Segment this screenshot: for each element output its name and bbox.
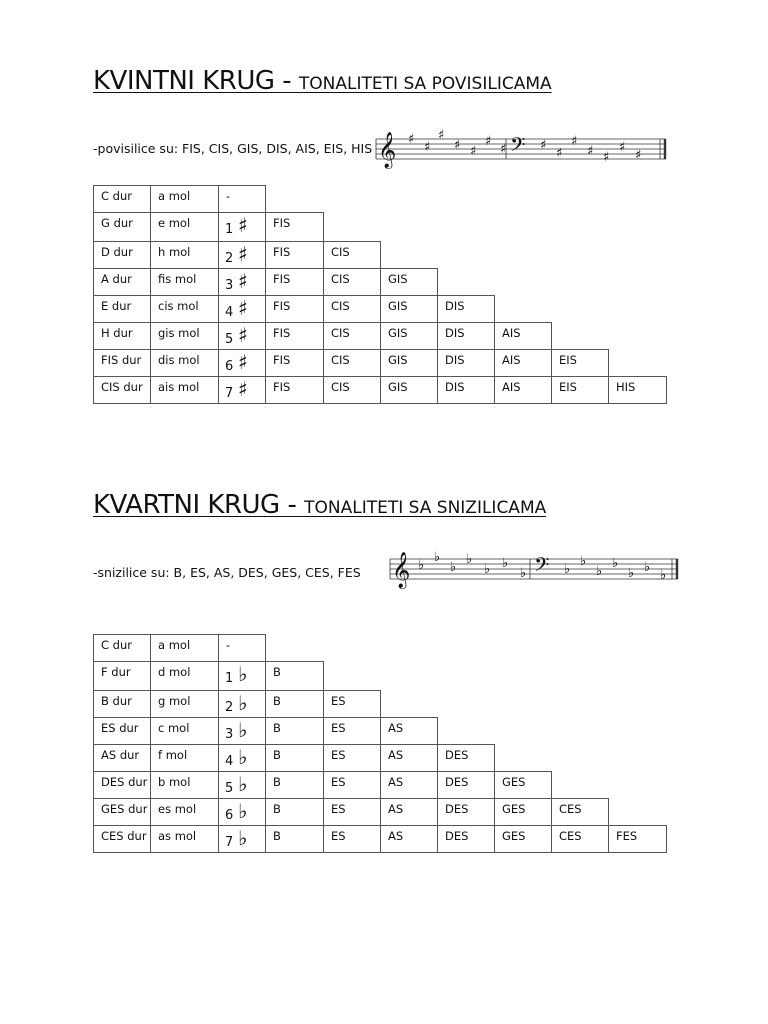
sharp-icon: ♯ [238,377,248,401]
accidental-count: 2 [225,700,234,715]
empty-cell [266,186,324,213]
empty-cell [609,213,667,242]
minor-key-cell: dis mol [151,350,219,377]
accidental-note-cell: B [266,718,324,745]
minor-key-cell: gis mol [151,323,219,350]
sharp-icon: ♯ [238,323,248,347]
accidental-count-cell [219,323,266,350]
svg-text:♭: ♭ [596,564,603,579]
accidental-count-cell [219,662,266,691]
accidental-note-cell: FIS [266,377,324,404]
empty-cell [495,691,552,718]
accidental-count-cell: - [219,635,266,662]
accidental-note-cell: DIS [438,377,495,404]
empty-cell [324,213,381,242]
accidental-note-cell: FIS [266,213,324,242]
svg-text:♭: ♭ [580,554,587,569]
table-row [94,799,667,826]
minor-key-cell: es mol [151,799,219,826]
accidental-count-cell [219,213,266,242]
minor-key-cell: c mol [151,718,219,745]
empty-cell [495,213,552,242]
sharp-icon: ♯ [238,296,248,320]
minor-key-cell: a mol [151,635,219,662]
accidental-note-cell: DES [438,826,495,853]
accidental-note-cell: AS [381,745,438,772]
empty-cell [495,242,552,269]
sharp-icon: ♯ [238,242,248,266]
minor-key-cell: b mol [151,772,219,799]
empty-cell [609,662,667,691]
accidental-count: 4 [225,305,234,320]
accidental-note-cell: GIS [381,323,438,350]
svg-text:♭: ♭ [434,550,441,565]
accidental-note-cell: ES [324,772,381,799]
accidental-count: 7 [225,386,234,401]
accidental-note-cell: EIS [552,350,609,377]
accidental-count: 6 [225,808,234,823]
major-key-cell: A dur [94,269,151,296]
flats-heading [93,490,546,520]
accidental-count: 3 [225,278,234,293]
svg-text:𝄞: 𝄞 [392,552,411,588]
flats-table [93,634,667,853]
major-key-cell: AS dur [94,745,151,772]
table-row [94,662,667,691]
flat-icon: ♭ [238,799,248,823]
sharps-table [93,185,667,404]
minor-key-cell: a mol [151,186,219,213]
accidental-count-cell [219,377,266,404]
empty-cell [495,718,552,745]
accidental-count-cell [219,242,266,269]
accidental-note-cell: ES [324,718,381,745]
accidental-note-cell: CIS [324,323,381,350]
svg-text:♯: ♯ [556,146,563,161]
svg-text:♯: ♯ [635,148,642,163]
empty-cell [609,242,667,269]
svg-text:♯: ♯ [454,138,461,153]
accidental-note-cell: FIS [266,323,324,350]
empty-cell [438,186,495,213]
empty-cell [495,269,552,296]
major-key-cell: ES dur [94,718,151,745]
flats-subtitle: TONALITETI SA SNIZILICAMA [304,498,547,518]
table-row [94,772,667,799]
empty-cell [438,718,495,745]
accidental-count: 7 [225,835,234,850]
minor-key-cell: h mol [151,242,219,269]
accidental-note-cell: ES [324,745,381,772]
empty-cell [381,691,438,718]
empty-cell [381,662,438,691]
empty-cell [609,296,667,323]
empty-cell [438,269,495,296]
svg-text:𝄢: 𝄢 [534,553,550,581]
svg-text:♯: ♯ [500,142,507,157]
minor-key-cell: e mol [151,213,219,242]
empty-cell [552,213,609,242]
svg-text:♭: ♭ [418,558,425,573]
empty-cell [495,635,552,662]
table-row [94,745,667,772]
empty-cell [324,662,381,691]
empty-cell [552,242,609,269]
accidental-note-cell: CIS [324,269,381,296]
table-row [94,691,667,718]
svg-text:♭: ♭ [564,562,571,577]
table-row [94,826,667,853]
minor-key-cell: ais mol [151,377,219,404]
table-row [94,350,667,377]
flats-lead: -snizilice su: B, ES, AS, DES, GES, CES, FES [93,565,361,580]
empty-cell [495,745,552,772]
empty-cell [324,186,381,213]
empty-cell [552,772,609,799]
empty-cell [609,799,667,826]
minor-key-cell: f mol [151,745,219,772]
accidental-note-cell: GIS [381,269,438,296]
accidental-note-cell: B [266,691,324,718]
accidental-note-cell: AS [381,826,438,853]
empty-cell [552,662,609,691]
flats-title: KVARTNI KRUG - [93,490,305,520]
empty-cell [609,635,667,662]
major-key-cell: H dur [94,323,151,350]
empty-cell [609,772,667,799]
accidental-note-cell: B [266,772,324,799]
empty-cell [381,242,438,269]
accidental-note-cell: DES [438,772,495,799]
accidental-note-cell: DES [438,799,495,826]
flat-icon: ♭ [238,691,248,715]
sharps-lead: -povisilice su: FIS, CIS, GIS, DIS, AIS, EIS, HIS [93,141,373,156]
svg-text:♭: ♭ [502,556,509,571]
accidental-note-cell: AIS [495,377,552,404]
empty-cell [552,269,609,296]
major-key-cell: GES dur [94,799,151,826]
table-row [94,377,667,404]
sharps-subtitle: TONALITETI SA POVISILICAMA [298,74,552,94]
accidental-count: 6 [225,359,234,374]
svg-text:♯: ♯ [408,132,415,147]
accidental-count-cell [219,826,266,853]
table-row [94,186,667,213]
empty-cell [381,635,438,662]
svg-text:♭: ♭ [660,568,667,583]
empty-cell [495,296,552,323]
accidental-count-cell [219,772,266,799]
empty-cell [438,635,495,662]
accidental-note-cell: FES [609,826,667,853]
svg-text:♭: ♭ [450,560,457,575]
flat-icon: ♭ [238,772,248,796]
accidental-note-cell: AS [381,772,438,799]
accidental-note-cell: GIS [381,350,438,377]
major-key-cell: G dur [94,213,151,242]
svg-text:♯: ♯ [587,144,594,159]
svg-text:♭: ♭ [612,556,619,571]
empty-cell [552,691,609,718]
svg-text:♯: ♯ [438,128,445,143]
table-row [94,269,667,296]
major-key-cell: FIS dur [94,350,151,377]
accidental-count-cell [219,691,266,718]
treble-bass-flats-staff-icon [388,547,684,589]
major-key-cell: D dur [94,242,151,269]
svg-text:♭: ♭ [484,562,491,577]
empty-cell [438,213,495,242]
empty-cell [438,242,495,269]
accidental-note-cell: GES [495,772,552,799]
accidental-note-cell: ES [324,826,381,853]
accidental-note-cell: FIS [266,350,324,377]
accidental-note-cell: FIS [266,296,324,323]
minor-key-cell: as mol [151,826,219,853]
accidental-count: 2 [225,251,234,266]
empty-cell [552,323,609,350]
flat-icon: ♭ [238,826,248,850]
svg-text:♭: ♭ [628,566,635,581]
empty-cell [609,323,667,350]
sharps-heading [93,66,552,96]
major-key-cell: E dur [94,296,151,323]
table-row [94,323,667,350]
empty-cell [609,350,667,377]
accidental-note-cell: AS [381,799,438,826]
svg-text:♯: ♯ [470,144,477,159]
accidental-note-cell: CIS [324,242,381,269]
sharp-icon: ♯ [238,213,248,237]
accidental-note-cell: CES [552,799,609,826]
accidental-count-cell [219,745,266,772]
major-key-cell: F dur [94,662,151,691]
svg-text:𝄞: 𝄞 [378,132,397,168]
accidental-count: 1 [225,222,234,237]
empty-cell [552,296,609,323]
minor-key-cell: fis mol [151,269,219,296]
minor-key-cell: g mol [151,691,219,718]
accidental-count-cell [219,350,266,377]
accidental-count-cell [219,799,266,826]
empty-cell [381,213,438,242]
sharps-title: KVINTNI KRUG - [93,66,299,96]
empty-cell [609,269,667,296]
svg-text:♭: ♭ [644,560,651,575]
accidental-note-cell: B [266,826,324,853]
accidental-note-cell: HIS [609,377,667,404]
accidental-note-cell: GIS [381,377,438,404]
empty-cell [495,186,552,213]
empty-cell [438,662,495,691]
svg-text:♯: ♯ [485,134,492,149]
major-key-cell: CIS dur [94,377,151,404]
table-row [94,213,667,242]
flat-icon: ♭ [238,745,248,769]
empty-cell [381,186,438,213]
accidental-note-cell: AIS [495,350,552,377]
major-key-cell: DES dur [94,772,151,799]
accidental-note-cell: ES [324,691,381,718]
accidental-count-cell [219,269,266,296]
accidental-count-cell [219,718,266,745]
accidental-count-cell [219,296,266,323]
svg-text:𝄢: 𝄢 [510,133,526,161]
treble-bass-sharps-staff-icon [374,127,674,169]
accidental-note-cell: GIS [381,296,438,323]
accidental-note-cell: DIS [438,296,495,323]
empty-cell [609,718,667,745]
accidental-note-cell: GES [495,799,552,826]
accidental-count: 5 [225,332,234,347]
table-row [94,635,667,662]
accidental-count: 1 [225,671,234,686]
accidental-note-cell: CES [552,826,609,853]
svg-text:♯: ♯ [540,138,547,153]
flat-icon: ♭ [238,662,248,686]
accidental-note-cell: B [266,745,324,772]
accidental-count: 5 [225,781,234,796]
accidental-count: 3 [225,727,234,742]
accidental-note-cell: ES [324,799,381,826]
accidental-count-cell: - [219,186,266,213]
accidental-note-cell: FIS [266,242,324,269]
empty-cell [438,691,495,718]
table-row [94,718,667,745]
accidental-note-cell: DES [438,745,495,772]
empty-cell [266,635,324,662]
accidental-count: 4 [225,754,234,769]
major-key-cell: C dur [94,635,151,662]
accidental-note-cell: FIS [266,269,324,296]
svg-text:♭: ♭ [520,566,527,581]
svg-text:♭: ♭ [466,552,473,567]
sharp-icon: ♯ [238,269,248,293]
svg-text:♯: ♯ [603,150,610,165]
svg-text:♯: ♯ [619,140,626,155]
major-key-cell: C dur [94,186,151,213]
flat-icon: ♭ [238,718,248,742]
empty-cell [552,718,609,745]
accidental-note-cell: DIS [438,350,495,377]
accidental-note-cell: B [266,799,324,826]
empty-cell [552,635,609,662]
sharp-icon: ♯ [238,350,248,374]
accidental-note-cell: AS [381,718,438,745]
svg-text:♯: ♯ [424,140,431,155]
empty-cell [324,635,381,662]
empty-cell [552,186,609,213]
empty-cell [609,186,667,213]
accidental-note-cell: CIS [324,296,381,323]
table-row [94,242,667,269]
major-key-cell: B dur [94,691,151,718]
accidental-note-cell: AIS [495,323,552,350]
empty-cell [552,745,609,772]
accidental-note-cell: CIS [324,350,381,377]
accidental-note-cell: GES [495,826,552,853]
accidental-note-cell: DIS [438,323,495,350]
svg-text:♯: ♯ [571,134,578,149]
empty-cell [495,662,552,691]
minor-key-cell: d mol [151,662,219,691]
accidental-note-cell: CIS [324,377,381,404]
minor-key-cell: cis mol [151,296,219,323]
major-key-cell: CES dur [94,826,151,853]
table-row [94,296,667,323]
accidental-note-cell: EIS [552,377,609,404]
empty-cell [609,745,667,772]
empty-cell [609,691,667,718]
accidental-note-cell: B [266,662,324,691]
